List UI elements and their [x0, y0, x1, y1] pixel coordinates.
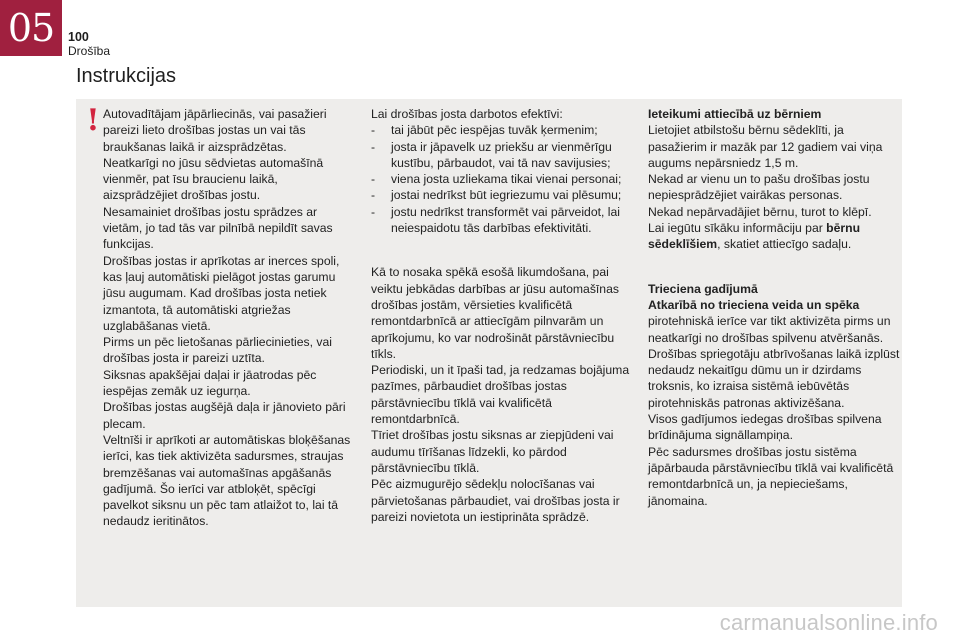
chapter-name: Drošība — [68, 44, 111, 58]
paragraph: Tīriet drošības jostu siksnas ar ziepjūdeni vai audumu tīrīšanas līdzekli, ko pārdod pārstāvniecību tīklā. — [371, 428, 614, 475]
collision-heading: Trieciena gadījumā — [648, 281, 758, 296]
paragraph: Pēc aizmugurējo sēdekļu nolocīšanas vai pārvietošanas pārbaudiet, vai drošības josta ir pareizi novietota un iestiprināta sprādzē. — [371, 477, 620, 524]
paragraph: Drošības jostas ir aprīkotas ar inerces spoli, kas ļauj automātiski pielāgot jostas garumu jūsu augumam. Kad drošības josta netiek izmantota, tā automātiski atgriežas uzglabāšanas vietā. — [103, 253, 340, 333]
list-item — [371, 122, 631, 138]
chapter-tab — [0, 0, 62, 56]
list-intro: Lai drošības josta darbotos efektīvi: — [371, 107, 563, 121]
list-item — [371, 171, 631, 187]
list-item-text: tai jābūt pēc iespējas tuvāk ķermenim; — [391, 123, 598, 138]
list-item-text: jostai nedrīkst būt iegriezumu vai plēsumu; — [391, 188, 622, 203]
paragraph: pirotehniskā ierīce var tikt aktivizēta pirms un neatkarīgi no drošības spilvenu atvēršanās. Drošības spriegotāju atbrīvošanas laikā izplūst nedaudz nekaitīgu dūmu un ir dzirdams troksnis, ko izraisa sistēmā iebūvētās pirotehniskās patronas aktivizēšana. — [648, 314, 900, 410]
list-item-text: viena josta uzliekama tikai vienai personai; — [391, 172, 622, 187]
child-seats-link-text: bērnu sēdeklīšiem — [648, 221, 861, 252]
paragraph: Veltnīši ir aprīkoti ar automātiskas bloķēšanas ierīci, kas tiek aktivizēta sadursmes, straujas bremzēšanas vai automašīnas apgāšanās gadījumā. Šo ierīci var atbloķēt, spēcīgi pavelkot siksnu un pēc tam atlaižot to, lai tā nedaudz ieritinātos. — [103, 432, 351, 529]
paragraph: Nekad ar vienu un to pašu drošības jostu nepiesprādzējiet vairākas personas. — [648, 172, 870, 203]
paragraph: Nesamainiet drošības jostu sprādzes ar vietām, jo tad tās var pilnībā nepildīt savas funkcijas. — [103, 204, 333, 252]
paragraph: Autovadītājam jāpārliecinās, vai pasažieri pareizi lieto drošības jostas un vai tās braukšanas laikā ir aizsprādzētas. — [103, 107, 327, 154]
list-item — [371, 187, 631, 203]
paragraph: Neatkarīgi no jūsu sēdvietas automašīnā vienmēr, pat īsu braucienu laikā, aizsprādzējiet drošības jostu. — [103, 155, 324, 203]
paragraph: Kā to nosaka spēkā esošā likumdošana, pai veiktu jebkādas darbības ar jūsu automašīnas drošības jostām, vērsieties kvalificētā remontdarbnīcā ar attiecīgām pilnvarām un aprīkojumu, ko var nodrošināt pārstāvniecību tīkls. — [371, 265, 619, 361]
dash-bullet: - — [371, 123, 376, 138]
paragraph: Periodiski, un it īpaši tad, ja redzamas bojājuma pazīmes, pārbaudiet drošības jostas pārstāvniecību tīklā vai kvalificētā remontdarbnīcā. — [371, 363, 630, 427]
info-suffix: , skatiet attiecīgo sadaļu. — [717, 237, 852, 252]
warning-column — [103, 106, 355, 530]
collision-subheading: Atkarībā no trieciena veida un spēka — [648, 297, 860, 312]
paragraph: Visos gadījumos iedegas drošības spilvena brīdinājuma signāllampiņa. — [648, 412, 882, 443]
dash-bullet: - — [371, 139, 376, 154]
exclamation-warning-icon: ! — [86, 103, 100, 138]
paragraph: Lietojiet atbilstošu bērnu sēdeklīti, ja pasažierim ir mazāk par 12 gadiem vai viņa augums nepārsniedz 1,5 m. — [648, 123, 883, 170]
paragraph: Drošības jostas augšējā daļa ir jānovieto pāri plecam. — [103, 400, 346, 431]
watermark: carmanualsonline.info — [719, 610, 938, 635]
instructions-column — [371, 106, 631, 525]
page-title: Instrukcijas — [76, 65, 177, 87]
list-item-text: jostu nedrīkst transformēt vai pārveidot, lai neiespaidotu tās darbības efektivitāti. — [391, 204, 620, 236]
list-item-text: josta ir jāpavelk uz priekšu ar vienmērīgu kustību, pārbaudot, vai tā nav savijusies; — [391, 139, 612, 170]
paragraph: Nekad nepārvadājiet bērnu, turot to klēpī. — [648, 204, 872, 219]
children-heading: Ieteikumi attiecībā uz bērniem — [648, 107, 822, 121]
advice-column — [648, 106, 900, 509]
list-item — [371, 139, 631, 172]
paragraph: Siksnas apakšējai daļai ir jāatrodas pēc iespējas zemāk uz iegurņa. — [103, 367, 317, 399]
list-item — [371, 204, 631, 237]
dash-bullet: - — [371, 188, 376, 203]
dash-bullet: - — [371, 204, 376, 219]
dash-bullet: - — [371, 172, 376, 187]
paragraph: Pēc sadursmes drošības jostu sistēma jāpārbauda pārstāvniecību tīklā vai kvalificētā remontdarbnīcā un, ja nepieciešams, jānomaina. — [648, 444, 894, 508]
info-prefix: Lai iegūtu sīkāku informāciju par — [648, 221, 827, 236]
paragraph: Pirms un pēc lietošanas pārliecinieties, vai drošības josta ir pareizi uztīta. — [103, 335, 332, 366]
page-number: 100 — [68, 30, 89, 44]
info-paragraph — [648, 220, 900, 253]
chapter-number: 05 — [7, 6, 55, 50]
